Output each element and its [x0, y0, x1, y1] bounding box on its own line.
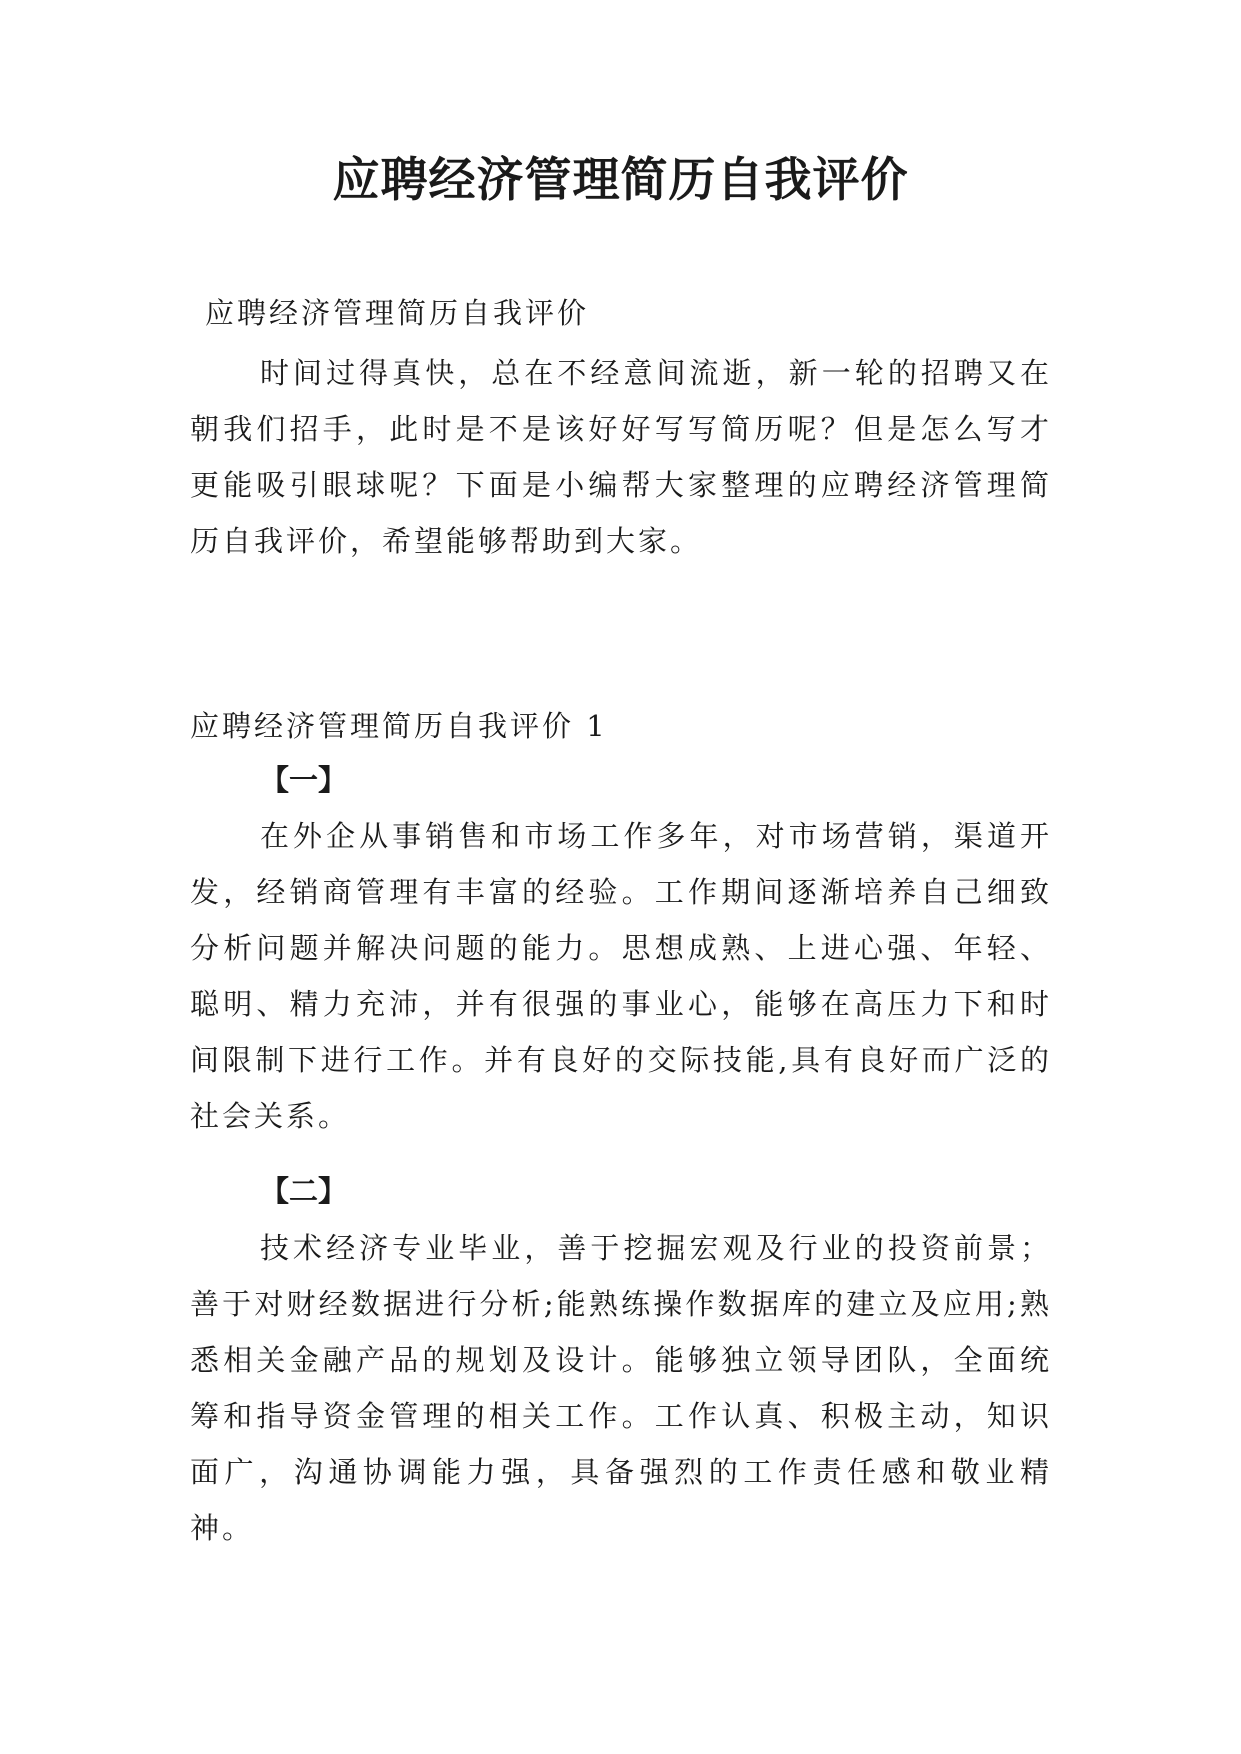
intro-paragraph: 时间过得真快，总在不经意间流逝，新一轮的招聘又在朝我们招手，此时是不是该好好写写简历呢？但是怎么写才更能吸引眼球呢？下面是小编帮大家整理的应聘经济管理简历自我评价，希望能够帮助到大家。 [190, 356, 1052, 558]
document-subtitle: 应聘经济管理简历自我评价 [205, 296, 590, 330]
item-marker-2: 【二】 [260, 1174, 348, 1208]
item-paragraph-1: 在外企从事销售和市场工作多年，对市场营销，渠道开发，经销商管理有丰富的经验。工作期间逐渐培养自己细致分析问题并解决问题的能力。思想成熟、上进心强、年轻、聪明、精力充沛，并有很强的事业心，能够在高压力下和时间限制下进行工作。并有良好的交际技能,具有良好而广泛的社会关系。 [190, 819, 1052, 1133]
document-title: 应聘经济管理简历自我评价 [332, 153, 909, 208]
item-paragraph-2: 技术经济专业毕业，善于挖掘宏观及行业的投资前景；善于对财经数据进行分析;能熟练操作数据库的建立及应用;熟悉相关金融产品的规划及设计。能够独立领导团队，全面统筹和指导资金管理的相关工作。工作认真、积极主动，知识面广，沟通协调能力强，具备强烈的工作责任感和敬业精神。 [190, 1231, 1052, 1545]
item-marker-1: 【一】 [260, 763, 348, 797]
section-heading: 应聘经济管理简历自我评价 1 [190, 709, 608, 743]
